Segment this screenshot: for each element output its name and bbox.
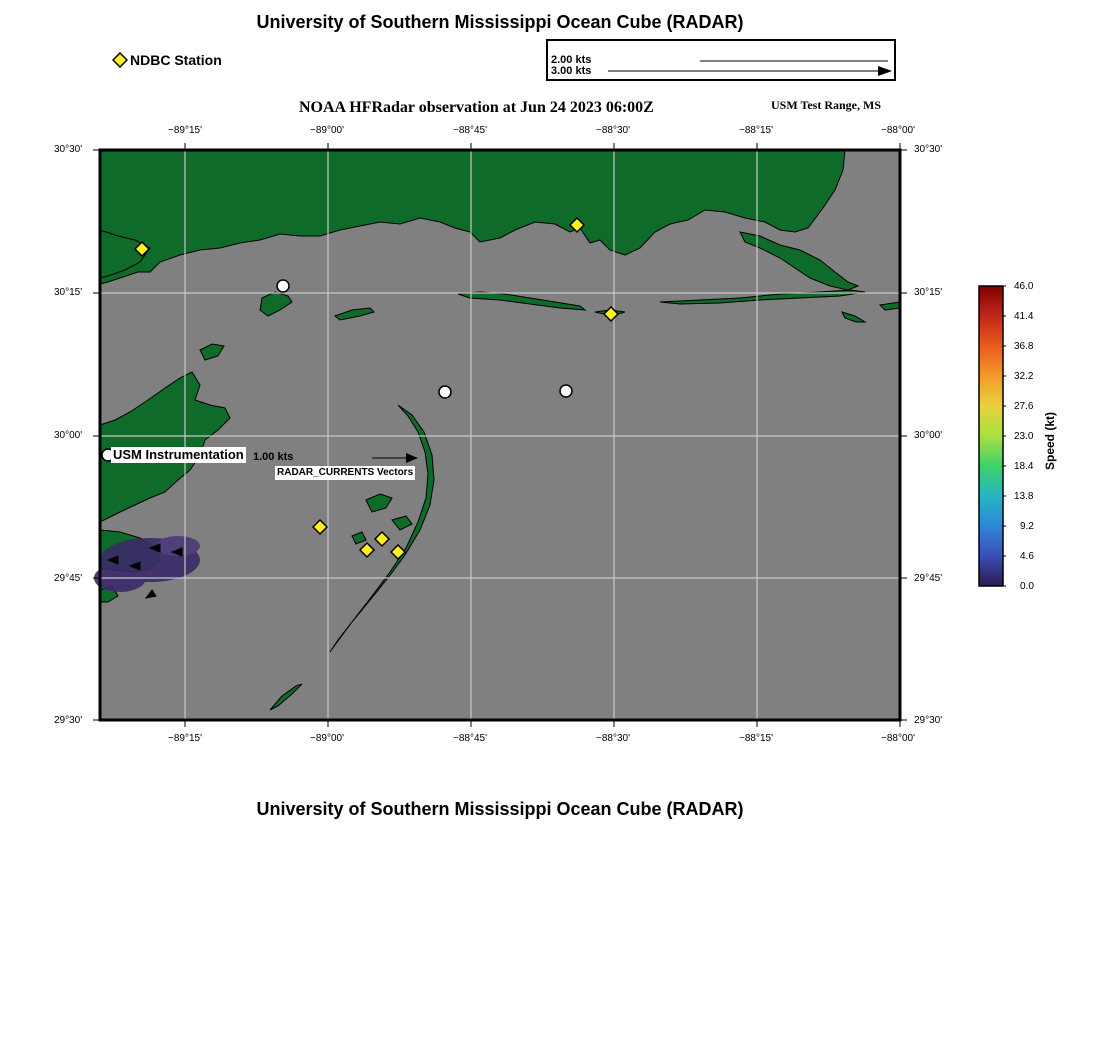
lat-tick-right-4: 29°45' — [914, 573, 943, 584]
lat-tick-left-5: 29°30' — [54, 715, 83, 726]
colorbar-label-6: 23.0 — [1014, 431, 1034, 442]
lat-tick-left-4: 29°45' — [54, 573, 83, 584]
colorbar-title: Speed (kt) — [1043, 411, 1057, 470]
lon-tick-top-1: −89°15' — [168, 125, 202, 136]
speed-colorbar — [976, 283, 1006, 589]
colorbar-label-4: 32.2 — [1014, 371, 1034, 382]
colorbar-label-5: 27.6 — [1014, 401, 1034, 412]
map-vector-scale-label: 1.00 kts — [253, 451, 294, 463]
colorbar-label-9: 9.2 — [1020, 521, 1034, 532]
scale-arrows — [548, 41, 894, 79]
page-title: University of Southern Mississippi Ocean Cube (RADAR) — [256, 12, 744, 32]
usm-instrumentation-label: USM Instrumentation — [113, 447, 244, 462]
scale-label-2kts: 2.00 kts — [551, 54, 592, 66]
lon-tick-top-4: −88°30' — [596, 125, 630, 136]
lon-tick-bottom-3: −88°45' — [453, 733, 487, 744]
lon-tick-bottom-6: −88°00' — [881, 733, 915, 744]
usm-instrument-marker[interactable] — [560, 385, 572, 397]
lat-tick-right-3: 30°00' — [914, 430, 943, 441]
colorbar-label-11: 0.0 — [1020, 581, 1034, 592]
usm-instrument-marker[interactable] — [277, 280, 289, 292]
vector-scale-legend — [546, 39, 896, 81]
map-subtitle: NOAA HFRadar observation at Jun 24 2023 06:00Z — [299, 99, 654, 116]
lat-tick-left-2: 30°15' — [54, 287, 83, 298]
scale-label-3kts: 3.00 kts — [551, 65, 592, 77]
lat-tick-right-2: 30°15' — [914, 287, 943, 298]
colorbar-label-3: 36.8 — [1014, 341, 1034, 352]
ndbc-legend-label: NDBC Station — [130, 52, 222, 68]
colorbar-label-2: 41.4 — [1014, 311, 1034, 322]
lon-tick-bottom-5: −88°15' — [739, 733, 773, 744]
lon-tick-bottom-1: −89°15' — [168, 733, 202, 744]
lon-tick-bottom-2: −89°00' — [310, 733, 344, 744]
lat-tick-right-5: 29°30' — [914, 715, 943, 726]
lat-tick-left-3: 30°00' — [54, 430, 83, 441]
footer-title: University of Southern Mississippi Ocean Cube (RADAR) — [256, 799, 744, 819]
lon-tick-top-2: −89°00' — [310, 125, 344, 136]
colorbar-label-1: 46.0 — [1014, 281, 1034, 292]
colorbar-label-7: 18.4 — [1014, 461, 1034, 472]
lat-tick-right-1: 30°30' — [914, 144, 943, 155]
usm-instrument-marker[interactable] — [439, 386, 451, 398]
radar-vectors-caption: RADAR_CURRENTS Vectors — [277, 467, 414, 478]
lon-tick-top-3: −88°45' — [453, 125, 487, 136]
map-canvas[interactable] — [92, 142, 910, 730]
lon-tick-top-6: −88°00' — [881, 125, 915, 136]
ndbc-diamond-icon — [112, 52, 128, 68]
region-label: USM Test Range, MS — [771, 98, 882, 112]
lon-tick-bottom-4: −88°30' — [596, 733, 630, 744]
colorbar-label-10: 4.6 — [1020, 551, 1034, 562]
lat-tick-left-1: 30°30' — [54, 144, 83, 155]
lon-tick-top-5: −88°15' — [739, 125, 773, 136]
colorbar-label-8: 13.8 — [1014, 491, 1034, 502]
